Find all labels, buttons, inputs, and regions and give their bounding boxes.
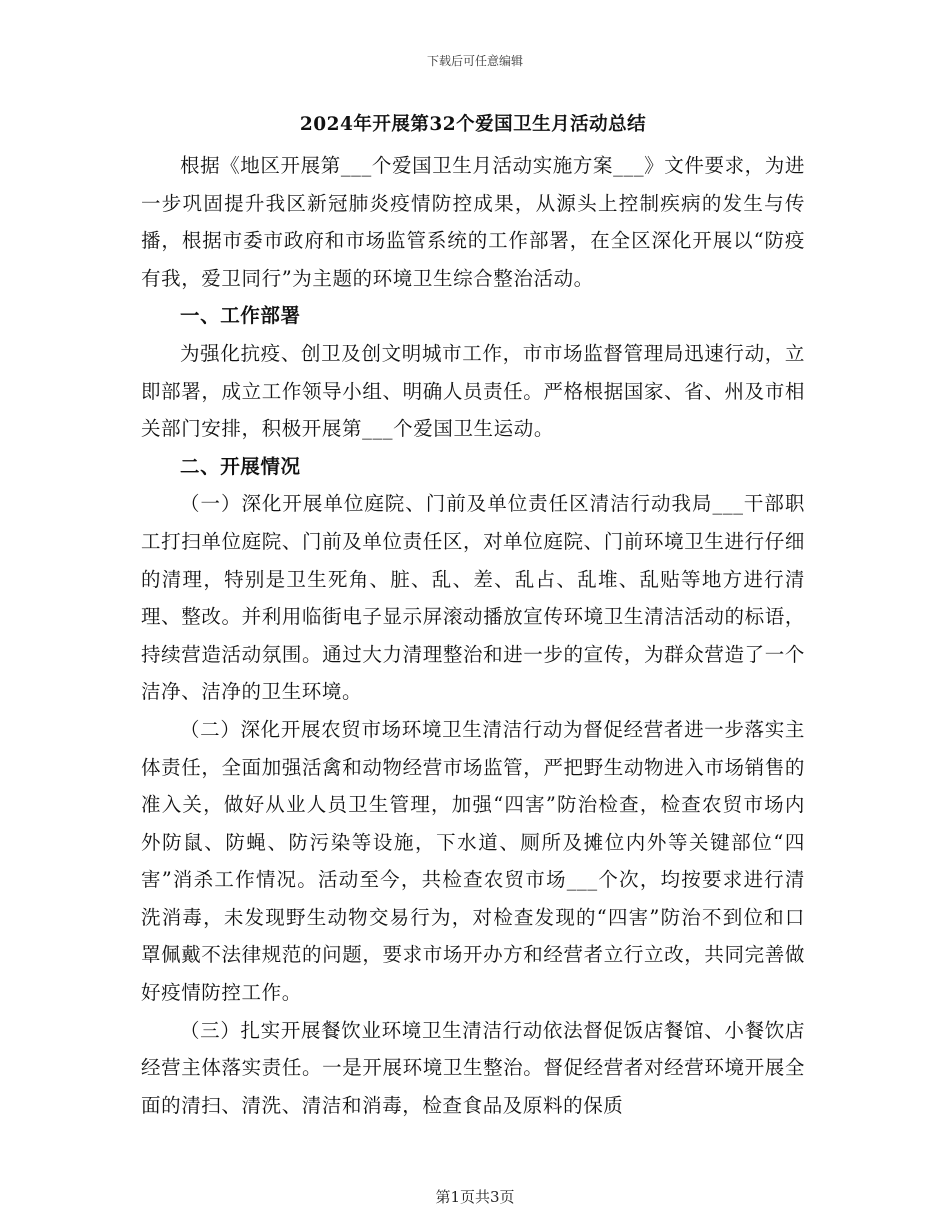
section-heading-work-deployment: 一、工作部署	[180, 304, 301, 328]
progress-item-1: （一）深化开展单位庭院、门前及单位责任区清洁行动我局___干部职工打扫单位庭院、门前及单位责任区，对单位庭院、门前环境卫生进行仔细的清理，特别是卫生死角、脏、乱、差、乱占、乱堆、乱贴等地方进行清理、整改。并利用临街电子显示屏滚动播放宣传环境卫生清洁活动的标语，持续营造活动氛围。通过大力清理整治和进一步的宣传，为群众营造了一个洁净、洁净的卫生环境。	[141, 492, 805, 704]
section-heading-progress: 二、开展情况	[180, 454, 301, 478]
page-header-note: 下载后可任意编辑	[426, 54, 523, 68]
document-body	[141, 109, 805, 1124]
document-title: 2024年开展第32个爱国卫生月活动总结	[299, 114, 647, 135]
section1-paragraph: 为强化抗疫、创卫及创文明城市工作，市市场监督管理局迅速行动，立即部署，成立工作领导小组、明确人员责任。严格根据国家、省、州及市相关部门安排，积极开展第___个爱国卫生运动。	[141, 341, 805, 441]
progress-item-2: （二）深化开展农贸市场环境卫生清洁行动为督促经营者进一步落实主体责任，全面加强活禽和动物经营市场监管，严把野生动物进入市场销售的准入关，做好从业人员卫生管理，加强“四害”防治检查，检查农贸市场内外防鼠、防蝇、防污染等设施，下水道、厕所及摊位内外等关键部位“四害”消杀工作情况。活动至今，共检查农贸市场___个次，均按要求进行清洗消毒，未发现野生动物交易行为，对检查发现的“四害”防治不到位和口罩佩戴不法律规范的问题，要求市场开办方和经营者立行立改，共同完善做好疫情防控工作。	[141, 717, 805, 1005]
page-footer-number: 第1页共3页	[435, 1188, 515, 1206]
progress-item-3: （三）扎实开展餐饮业环境卫生清洁行动依法督促饭店餐馆、小餐饮店经营主体落实责任。一是开展环境卫生整治。督促经营者对经营环境开展全面的清扫、清洗、清洁和消毒，检查食品及原料的保质	[141, 1018, 805, 1117]
intro-paragraph: 根据《地区开展第___个爱国卫生月活动实施方案___》文件要求，为进一步巩固提升我区新冠肺炎疫情防控成果，从源头上控制疾病的发生与传播，根据市委市政府和市场监管系统的工作部署，在全区深化开展以“防疫有我，爱卫同行”为主题的环境卫生综合整治活动。	[141, 154, 805, 290]
